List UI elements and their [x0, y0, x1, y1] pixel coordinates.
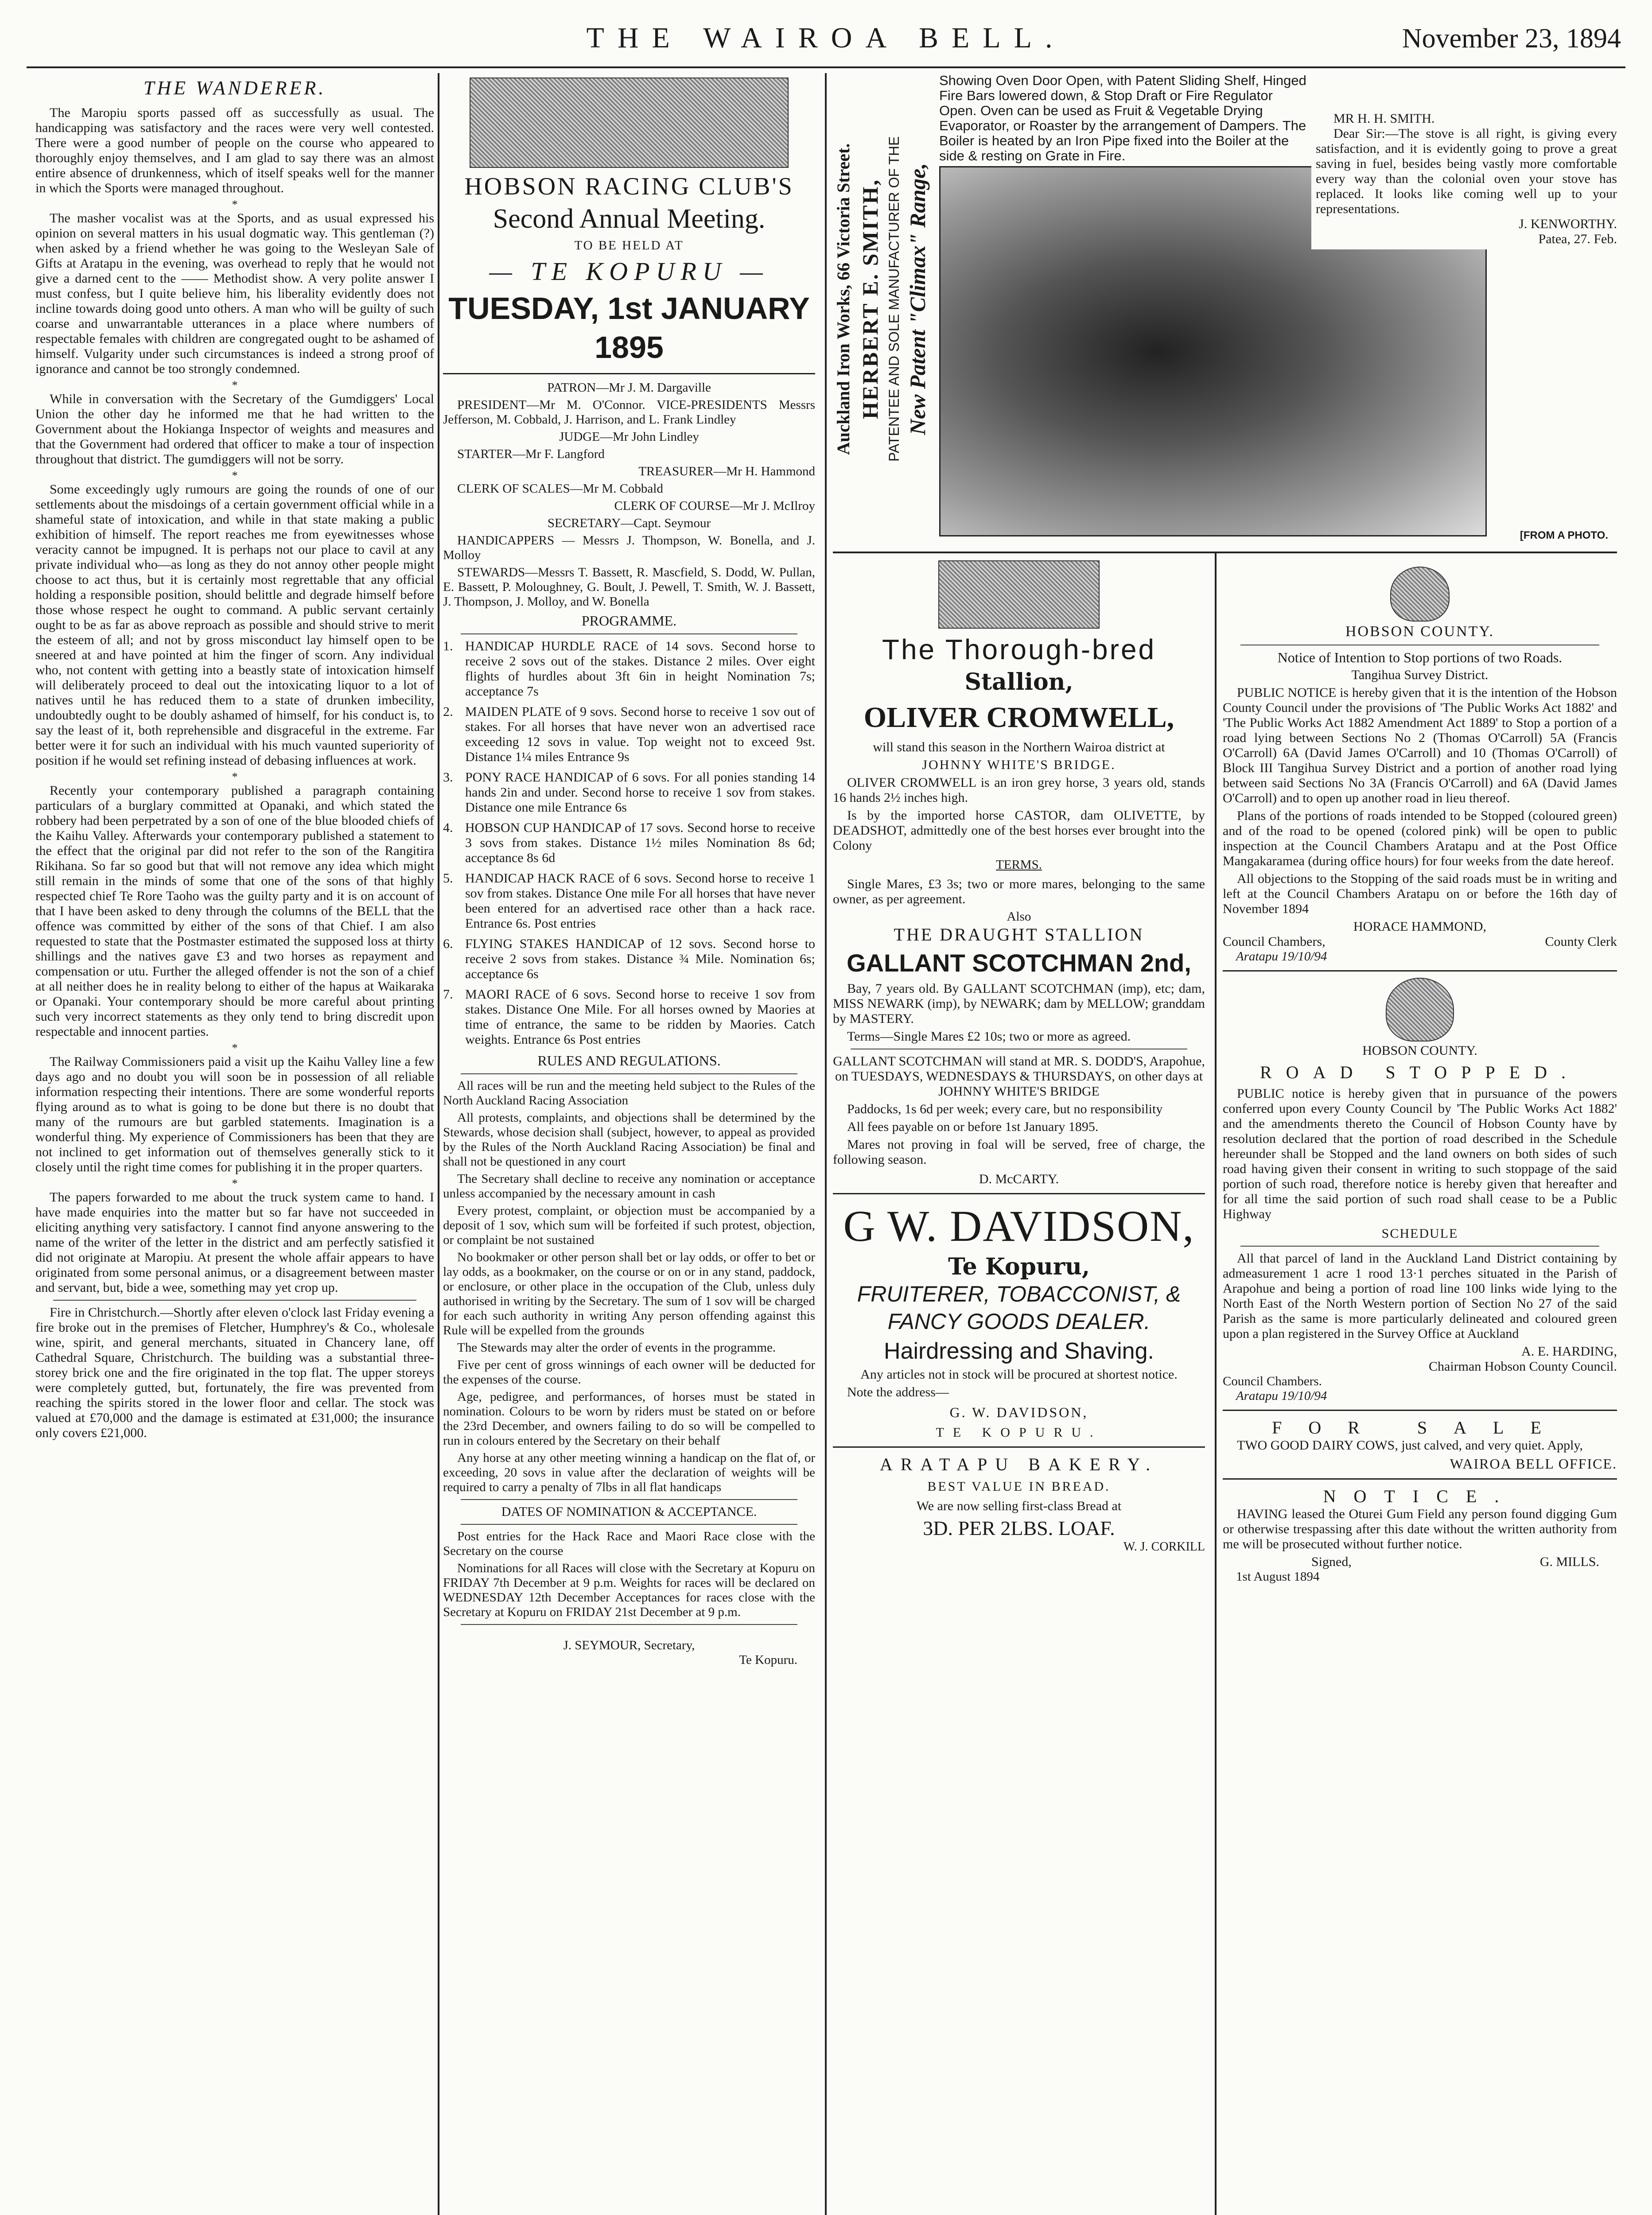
notice-body: HAVING leased the Oturei Gum Field any person found digging Gum or otherwise trespassing after this date without the written authority from me will be prosecuted without further notice.: [1223, 1507, 1617, 1551]
section-divider: [833, 552, 1617, 553]
notice-signed: Signed,: [1311, 1554, 1352, 1569]
schedule-body: All that parcel of land in the Auckland Land District containing by admeasurement 1 acre 1 rood 13·1 perches situated in the Parish of Arapohue and being a portion of road line 100 links wide lying to the North East of the North Western portion of Section No 27 of the said Parish as the same is more particularly delineated and coloured green upon a plan registered in the Survey Office at Auckland: [1223, 1251, 1617, 1341]
separator-star: *: [232, 379, 238, 392]
column-rule: [1215, 553, 1217, 2215]
rule-paragraph: Every protest, complaint, or objection must be accompanied by a deposit of 1 sov, which sum will be forfeited if such protest, objection, or complaint be not sustained: [443, 1204, 815, 1247]
county-subtitle: Notice of Intention to Stop portions of two Roads.: [1277, 649, 1563, 665]
notice-signature-row: [1223, 1554, 1617, 1570]
bakery-body: We are now selling first-class Bread at: [916, 1499, 1122, 1513]
county-crest-icon: [1390, 567, 1450, 622]
county-signature-name: HORACE HAMMOND,: [1353, 919, 1486, 934]
forsale-contact: WAIROA BELL OFFICE.: [1450, 1456, 1617, 1472]
bakery-price: 3D. PER 2LBS. LOAF.: [923, 1517, 1115, 1539]
divider: [1223, 1410, 1617, 1411]
column-rule: [438, 73, 439, 2215]
stove-vertical-line: Auckland Iron Works, 66 Victoria Street.: [833, 143, 853, 455]
stallion-desc: Is by the imported horse CASTOR, dam OLIVETTE, by DEADSHOT, admittedly one of the best horses ever brought into the Colony: [833, 808, 1205, 853]
rule-paragraph: All races will be run and the meeting held subject to the Rules of the North Auckland Racing Association: [443, 1079, 815, 1108]
road-stopped-heading: ROAD STOPPED.: [1260, 1062, 1580, 1082]
gallant-stand: GALLANT SCOTCHMAN will stand at MR. S. DODD'S, Arapohue, on TUESDAYS, WEDNESDAYS & THURSDAYS, on other days at JOHNNY WHITE'S BRIDGE: [833, 1054, 1205, 1099]
testimonial-place: Patea, 27. Feb.: [1538, 232, 1617, 246]
also-label: Also: [1007, 909, 1031, 924]
stallion-name: OLIVER CROMWELL,: [863, 701, 1174, 734]
dates-paragraph: Post entries for the Hack Race and Maori Race close with the Secretary on the course: [443, 1529, 815, 1558]
rule-paragraph: The Stewards may alter the order of events in the programme.: [457, 1341, 776, 1355]
official-line: PRESIDENT—Mr M. O'Connor. VICE-PRESIDENTS Messrs Jefferson, M. Cobbald, J. Harrison, and L. Frank Lindley: [443, 398, 815, 427]
column-notices: [1223, 560, 1617, 2215]
horse-illustration: [938, 560, 1100, 629]
county-district: Tangihua Survey District.: [1351, 668, 1489, 682]
stove-vertical-line: HERBERT E. SMITH,: [858, 179, 882, 420]
programme-text: HOBSON CUP HANDICAP of 17 sovs. Second horse to receive 3 sovs from stakes. Distance 1½ miles Nomination 8s 6d; acceptance 8s 6d: [465, 820, 815, 865]
programme-item: [443, 820, 815, 866]
davidson-line: FANCY GOODS DEALER.: [887, 1309, 1151, 1334]
programme-item: [443, 937, 815, 982]
programme-number: 4.: [443, 820, 453, 835]
column-rule: [825, 73, 827, 2215]
stove-box: [833, 73, 1617, 549]
wanderer-paragraph: The papers forwarded to me about the truck system came to hand. I have made enquiries into the matter but so far have not succeeded in eliciting anything very satisfactory. I cannot find anyone answering to the name of the writer of the letter in the district and am perfectly satisfied it did not originate at Maropiu. At present the whole affair appears to have originated from some personal animus, or a disagreement between master and servant, but, bide a wee, something may yet crop up.: [35, 1190, 434, 1295]
stallion-location: JOHNNY WHITE'S BRIDGE.: [922, 758, 1116, 772]
county2-signature-name: A. E. HARDING,: [1521, 1344, 1617, 1359]
racing-venue: — TE KOPURU —: [489, 257, 769, 286]
racing-signature-place: Te Kopuru.: [739, 1653, 797, 1667]
wanderer-paragraph: Some exceedingly ugly rumours are going the rounds of one of our settlements about the misdoings of a certain government official while in a shameful state of intoxication, and while in that state making a public exhibition of himself. The report reaches me from eyewitnesses whose veracity cannot be impugned. It is perhaps not our place to cavil at any private individual who—as long as they do not annoy other people might choose to act thus, but it is certainly most regrettable that any official holding a responsible position, should belittle and degrade himself before those whose respect he ought to command. A public servant certainly ought to be as far as above reproach as possible and should strive to merit the esteem of all; and not by gross misconduct lay himself open to be sneered at and have pointed at him the finger of scorn. Any individual who, not content with getting into a beastly state of intoxication himself will deliberately proceed to deal out the intoxicating liquor to a lot of natives until he has reduced them to a state of drunken imbecility, undoubtedly ought to be doubly ashamed of himself, for his conduct is, to say the least of it, both reprehensible and disgraceful in the extreme. Far better were it for such an individual with his much vaunted superiority of position if he would set refining instead of debasing influences at work.: [35, 482, 434, 768]
mares: Mares not proving in foal will be served, free of charge, the following season.: [833, 1137, 1205, 1167]
wanderer-paragraph: The masher vocalist was at the Sports, and as usual expressed his opinion on several matters in his usual dogmatic way. This gentleman (?) when asked by a friend whether he was going to the Wesleyan Sale of Gifts at Aratapu in the evening, was overhead to reply that he would not give a darned cent to the —— Methodist show. A very polite answer I must confess, but I quite believe him, his liberality evidently does not incline towards doing good unto others. A man who will be guilty of such coarse and unwarrantable utterances in a place where numbers of respectable females with children are congregated ought to be ashamed of himself. Vulgarity under such circumstances is indeed a strong proof of ignorance and cannot be too strongly condemned.: [35, 211, 434, 376]
separator-star: *: [232, 1041, 238, 1054]
programme-title: PROGRAMME.: [581, 613, 677, 629]
divider: [461, 633, 797, 634]
testimonial-signature: J. KENWORTHY.: [1519, 217, 1617, 231]
racing-signature: J. SEYMOUR, Secretary,: [563, 1638, 695, 1652]
programme-item: [443, 871, 815, 931]
column-stallion: [833, 560, 1205, 2215]
divider: [461, 1073, 797, 1074]
paddocks: Paddocks, 1s 6d per week; every care, but no responsibility: [847, 1102, 1163, 1116]
davidson-line: Hairdressing and Shaving.: [884, 1338, 1154, 1364]
wanderer-paragraph: The Maropiu sports passed off as successfully as usual. The handicapping was satisfactory and the races were very well contested. There were a good number of people on the course who appeared to thoroughly enjoy themselves, and I am glad to say there was an almost entire absence of drunkenness, which of itself speaks well for the manner in which the Sports were managed throughout.: [35, 105, 434, 195]
stallion-intro: will stand this season in the Northern Wairoa district at: [873, 740, 1165, 754]
divider: [833, 1446, 1205, 1448]
racing-date: TUESDAY, 1st JANUARY 1895: [448, 291, 810, 365]
racing-meeting-title: Second Annual Meeting.: [493, 204, 766, 234]
dates-paragraph: Nominations for all Races will close with the Secretary at Kopuru on FRIDAY 7th December at 9 p.m. Weights for races will be declared on WEDNESDAY 12th December Acceptances for races close with the Secretary at Kopuru on FRIDAY 21st December at 9 p.m.: [443, 1561, 815, 1619]
programme-text: MAIDEN PLATE of 9 sovs. Second horse to receive 1 sov out of stakes. For all horses that have never won an advertised race exceeding 12 sovs in value. Top weight not to exceed 9st. Distance 1¼ miles Entrance 9s: [465, 704, 815, 764]
stove-advertisement: [833, 73, 1617, 549]
separator-star: *: [232, 1177, 238, 1190]
davidson-address-name: G. W. DAVIDSON,: [949, 1404, 1088, 1420]
davidson-name: G W. DAVIDSON,: [843, 1201, 1195, 1251]
divider: [461, 1499, 797, 1500]
stallion-subheading: Stallion,: [964, 668, 1073, 696]
fees: All fees payable on or before 1st January 1895.: [847, 1119, 1099, 1134]
testimonial-addressee: MR H. H. SMITH.: [1333, 111, 1435, 126]
gallant-terms: Terms—Single Mares £2 10s; two or more as agreed.: [847, 1029, 1131, 1044]
notice-name: G. MILLS.: [1539, 1554, 1599, 1569]
rule-paragraph: Age, pedigree, and performances, of horses must be stated in nomination. Colours to be worn by riders must be stated on or before the 23rd December, and owners failing to do so will be compelled to run in colours entered by the Secretary on their behalf: [443, 1390, 815, 1448]
official-line: STEWARDS—Messrs T. Bassett, R. Mascfield, S. Dodd, W. Pullan, E. Bassett, P. Moloughney, G. Boult, J. Pewell, T. Smith, W. J. Bassett, J. Thompson, J. Molloy, and W. Bonella: [443, 565, 815, 609]
divider: [53, 1300, 416, 1301]
wanderer-paragraph: Fire in Christchurch.—Shortly after eleven o'clock last Friday evening a fire broke out in the premises of Fletcher, Humphrey's & Co., wholesale wine, spirit, and general merchants, situated in Chancery lane, off Cathedral Square, Christchurch. The building was a substantial three-storey brick one and the fire originated in the top flat. The upper storeys were completely gutted, but, fortunately, the fire was prevented from reaching the spirits stored in the lower floor and cellar. The stock was valued at £70,000 and the damage is estimated at £31,000; the insurance only covers £21,000.: [35, 1305, 434, 1440]
photo-caption: [FROM A PHOTO.: [1520, 529, 1608, 541]
programme-item: [443, 987, 815, 1047]
notice-title: NOTICE.: [1323, 1486, 1517, 1506]
wanderer-paragraph: Recently your contemporary published a paragraph containing particulars of a burglary committed at Opanaki, and which stated the robbery had been perpetrated by a son of one of the blue blooded chiefs of the Kaihu Valley. Afterwards your contemporary published a statement to the effect that the original par did not refer to the son of the Rangitira Rikihana. So far so good but that will not remove any idea which might still remain in the minds of some that one of the sons of that highly respected chief Te Rore Taoho was the guilty party and it is on account of that I have been asked to deny through the columns of the BELL that the offence was committed by either of the sons of that Chief. I am also requested to state that the Postmaster estimated the supposed loss at thirty shillings and the natives gave £3 and two horses as repayment and compensation or utu. Further the alleged offender is not the son of a chief at all neither does he in reality belong to either of the hapus at Waikaraka or Opanaki. Your contemporary should be more careful about printing such very incorrect statements as they only tend to bring discredit upon respectable and innocent parties.: [35, 783, 434, 1039]
county2-signature-place: Council Chambers.: [1223, 1374, 1322, 1388]
stallion-heading: The Thorough-bred: [882, 633, 1156, 665]
rule-paragraph: No bookmaker or other person shall bet or lay odds, or offer to bet or lay odds, as a bookmaker, on the course or on or in any stand, paddock, or enclosure, or other place in the occupation of the Club, unless duly authorised in writing by the Secretary. The sum of 1 sov will be charged for each such authority in writing Any person offending against this Rule will be expelled from the grounds: [443, 1250, 815, 1337]
county-body: All objections to the Stopping of the said roads must be in writing and left at the Council Chambers Aratapu on or before the 16th day of November 1894: [1223, 871, 1617, 916]
official-line: SECRETARY—Capt. Seymour: [547, 516, 711, 530]
programme-item: [443, 704, 815, 765]
county-title: HOBSON COUNTY.: [1345, 623, 1495, 640]
racing-horses-illustration: [470, 78, 789, 168]
dates-title: DATES OF NOMINATION & ACCEPTANCE.: [501, 1504, 757, 1519]
official-line: CLERK OF SCALES—Mr M. Cobbald: [457, 482, 663, 496]
official-line: STARTER—Mr F. Langford: [457, 447, 605, 461]
county-signature-row: [1223, 934, 1617, 949]
rule-paragraph: Any horse at any other meeting winning a handicap on the flat of, or exceeding, 20 sovs in value after the declaration of weights will be required to carry a penalty of 7lbs in all flat handicaps: [443, 1451, 815, 1494]
official-line: HANDICAPPERS — Messrs J. Thompson, W. Bonella, and J. Molloy: [443, 533, 815, 562]
rules-title: RULES AND REGULATIONS.: [537, 1053, 721, 1069]
programme-number: 6.: [443, 937, 453, 951]
gallant-name: GALLANT SCOTCHMAN 2nd,: [847, 949, 1191, 977]
county2-title: HOBSON COUNTY.: [1362, 1043, 1477, 1058]
schedule-title: SCHEDULE: [1381, 1226, 1458, 1241]
county-signature-date: Aratapu 19/10/94: [1236, 949, 1327, 964]
county2-signature-title: Chairman Hobson County Council.: [1429, 1359, 1617, 1374]
stove-vertical-line: New Patent "Climax" Range,: [905, 163, 930, 435]
programme-text: FLYING STAKES HANDICAP of 12 sovs. Second horse to receive 2 sovs from stakes. Distance ¾ Mile. Nomination 6s; acceptance 6s: [465, 937, 815, 981]
gallant-desc: Bay, 7 years old. By GALLANT SCOTCHMAN (imp), etc; dam, MISS NEWARK (imp), by NEWARK; dam by MELLOW; granddam by MASTERY.: [833, 981, 1205, 1026]
official-line: PATRON—Mr J. M. Dargaville: [547, 381, 711, 395]
divider: [443, 373, 815, 374]
rule-paragraph: Five per cent of gross winnings of each owner will be deducted for the expenses of the course.: [443, 1358, 815, 1387]
racing-to-be-held: TO BE HELD AT: [574, 238, 684, 253]
divider: [461, 1624, 797, 1625]
county-body: Plans of the portions of roads intended to be Stopped (coloured green) and of the road to be opened (colored pink) will be open to public inspection at the Council Chambers Aratapu and at the Post Office Mangakaramea (during office hours) for four weeks from the date hereof.: [1223, 808, 1617, 868]
davidson-address-label: Note the address—: [847, 1385, 949, 1399]
programme-text: MAORI RACE of 6 sovs. Second horse to receive 1 sov from stakes. Distance One Mile. For all horses owned by Maories at time of entrance, the same to be ridden by Maories. Catch weights. Entrance 6s Post entries: [465, 987, 815, 1047]
davidson-place: Te Kopuru,: [948, 1253, 1090, 1280]
terms-title: TERMS.: [996, 858, 1042, 872]
county2-signature-date: Aratapu 19/10/94: [1236, 1389, 1327, 1403]
racing-club-name: HOBSON RACING CLUB'S: [464, 173, 794, 200]
wanderer-title: THE WANDERER.: [143, 77, 327, 99]
programme-number: 5.: [443, 871, 453, 886]
stove-description: Showing Oven Door Open, with Patent Sliding Shelf, Hinged Fire Bars lowered down, & Stop Draft or Fire Regulator Open. Oven can be used as Fruit & Vegetable Drying Evaporator, or Roaster by the arrangement of Dampers. The Boiler is heated by an Iron Pipe fixed into the Boiler at the side & resting on Grate in Fire.: [939, 73, 1306, 163]
official-line: CLERK OF COURSE—Mr J. McIlroy: [614, 499, 815, 513]
column-wanderer: [35, 73, 434, 2215]
stallion-terms: Single Mares, £3 3s; two or more mares, belonging to the same owner, as per agreement.: [833, 877, 1205, 906]
masthead: [27, 18, 1625, 68]
forsale-title: FOR SALE: [1272, 1418, 1568, 1438]
newspaper-title: THE WAIROA BELL.: [586, 22, 1066, 54]
testimonial-body: Dear Sir:—The stove is all right, is giving every satisfaction, and it is evidently going to prove a great saving in fuel, besides being vastly more comfortable every way than the colonial oven your stove has replaced. It looks like coming well up to your representations.: [1316, 126, 1617, 216]
stove-vertical-line: PATENTEE AND SOLE MANUFACTURER OF THE: [886, 136, 902, 462]
coat-of-arms-icon: [1386, 978, 1454, 1041]
stallion-signature: D. McCARTY.: [979, 1172, 1059, 1186]
wanderer-paragraph: While in conversation with the Secretary of the Gumdiggers' Local Union the other day he informed me that he had written to the Government about the Hokianga Inspector of weights and measures and that the Government had ordered that officer to make a tour of inspection throughout that district. The gumdiggers will not be sorry.: [35, 392, 434, 466]
divider: [833, 1193, 1205, 1194]
programme-number: 1.: [443, 639, 453, 653]
programme-number: 2.: [443, 704, 453, 719]
forsale-body: TWO GOOD DAIRY COWS, just calved, and very quiet. Apply,: [1237, 1438, 1583, 1453]
divider: [1223, 970, 1617, 971]
bakery-title: ARATAPU BAKERY.: [879, 1454, 1158, 1474]
programme-number: 7.: [443, 987, 453, 1002]
programme-item: [443, 639, 815, 699]
rule-paragraph: The Secretary shall decline to receive any nomination or acceptance unless accompanied by the necessary amount in cash: [443, 1172, 815, 1201]
county2-body: PUBLIC notice is hereby given that in pursuance of the powers conferred upon every County Council by 'The Public Works Act 1882' and the amendments thereto the Council of Hobson County have by resolution declared that the portion of road described in the Schedule hereunder shall be Stopped and the land owners on both sides of such road having given their consent in writing to such stoppage of the said portion of such road, therefore notice is hereby given that hereafter and for all time the said portion of such road shall cease to be a Public Highway: [1223, 1086, 1617, 1221]
county-body: PUBLIC NOTICE is hereby given that it is the intention of the Hobson County Council under the provisions of 'The Public Works Act 1882' and 'The Public Works Act 1882 Amendment Act 1889' to Stop a portion of a road lying between Sections No 2 (Thomas O'Carroll) 5A (Francis O'Carroll) 6A (David James O'Carroll) and 10 (Thomas O'Carroll) of Block III Tangihua Survey District and a portion of another road lying between said Sections No 3A (Francis O'Carroll) and 6A (David James O'Carroll) and to open up another road in lieu thereof.: [1223, 685, 1617, 805]
davidson-address-place: TE KOPURU.: [936, 1425, 1102, 1440]
separator-star: *: [232, 198, 238, 211]
official-line: TREASURER—Mr H. Hammond: [638, 464, 815, 478]
separator-star: *: [232, 469, 238, 482]
rule-paragraph: All protests, complaints, and objections shall be determined by the Stewards, whose decision shall (subject, however, to appeal as provided by the Rules of the North Auckland Racing Association) be final and shall not be questioned in any court: [443, 1111, 815, 1169]
stallion-desc: OLIVER CROMWELL is an iron grey horse, 3 years old, stands 16 hands 2½ inches high.: [833, 775, 1205, 805]
official-line: JUDGE—Mr John Lindley: [559, 430, 699, 444]
wanderer-paragraph: The Railway Commissioners paid a visit up the Kaihu Valley line a few days ago and no doubt you will soon be in possession of all reliable information respecting their intentions. There are some wonderful reports flying around as to what is going to be done but there is no doubt that many of the rumours are but garbled statements. Imagination is a wonderful thing. My experience of Commissioners has been that they are not inclined to get information out of themselves generally stick to it closely until the right time comes for publishing it in the proper quarters.: [35, 1054, 434, 1174]
notice-date: 1st August 1894: [1236, 1570, 1320, 1584]
divider: [1240, 1246, 1599, 1247]
bakery-signature: W. J. CORKILL: [1123, 1540, 1205, 1554]
issue-date: November 23, 1894: [1402, 23, 1621, 54]
column-racing: [443, 73, 815, 2215]
programme-text: HANDICAP HURDLE RACE of 14 sovs. Second horse to receive 2 sovs out of the stakes. Distance 2 miles. Over eight flights of hurdles about 3ft 6in in height Nomination 7s; acceptance 7s: [465, 639, 815, 699]
programme-number: 3.: [443, 770, 453, 785]
davidson-line: FRUITERER, TOBACCONIST, &: [857, 1282, 1181, 1306]
county-signature-left: Council Chambers,: [1223, 934, 1325, 949]
stove-testimonial-box: [1311, 109, 1617, 249]
divider: [1223, 1478, 1617, 1480]
programme-text: PONY RACE HANDICAP of 6 sovs. For all ponies standing 14 hands 2in and under. Second horse to receive 1 sov from stakes. Distance one mile Entrance 6s: [465, 770, 815, 815]
bakery-tagline: BEST VALUE IN BREAD.: [927, 1479, 1111, 1494]
separator-star: *: [232, 770, 238, 783]
programme-item: [443, 770, 815, 815]
county-signature-right: County Clerk: [1545, 934, 1617, 949]
draught-heading: THE DRAUGHT STALLION: [894, 925, 1144, 944]
programme-text: HANDICAP HACK RACE of 6 sovs. Second horse to receive 1 sov from stakes. Distance One mile For all horses that have never been entered for an advertised race other than a hack race. Entrance 6s. Post entries: [465, 871, 815, 931]
davidson-body: Any articles not in stock will be procured at shortest notice.: [860, 1367, 1178, 1382]
divider: [461, 1524, 797, 1525]
